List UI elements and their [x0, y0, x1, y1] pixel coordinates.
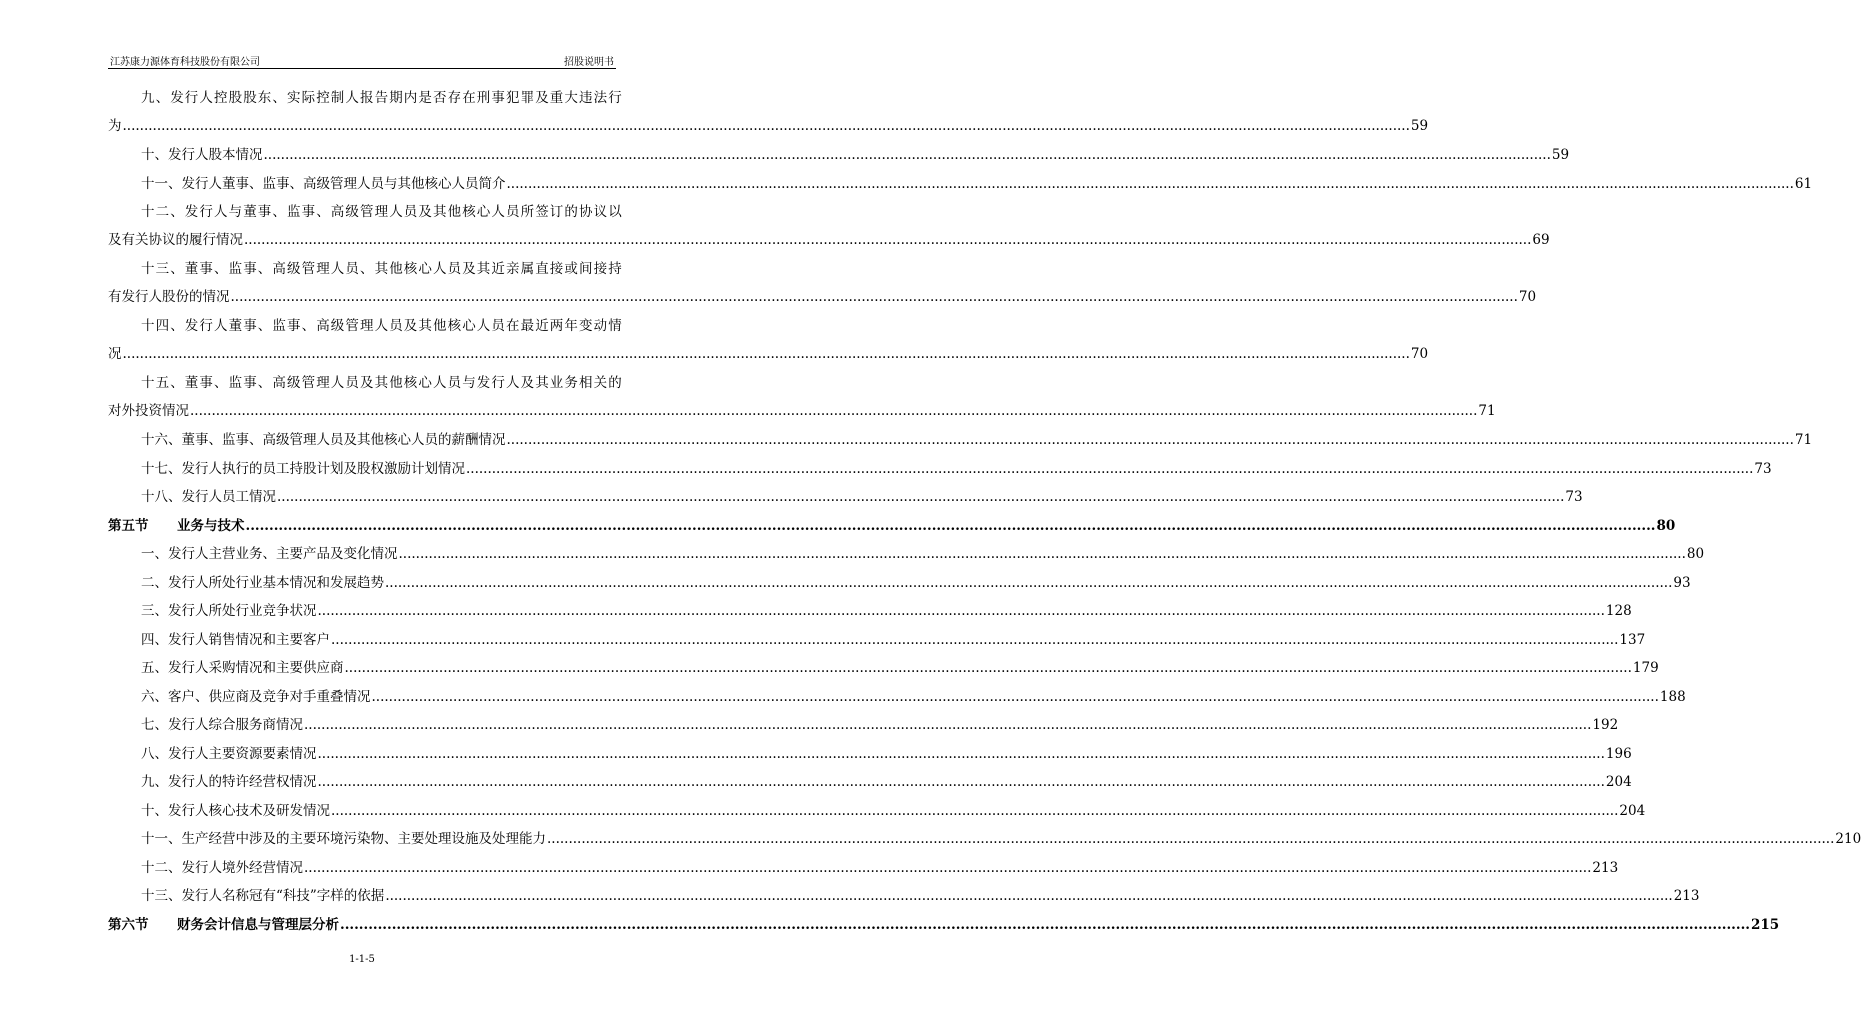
toc-page-number: 71 — [1478, 403, 1496, 419]
toc-entry-5-11[interactable]: 十一、生产经营中涉及的主要环境污染物、主要处理设施及处理能力 ............................................................................................................................................................................................................................................................................................................ 210 — [141, 831, 1861, 847]
toc-page-number: 213 — [1673, 888, 1700, 904]
toc-entry-5-9[interactable]: 九、发行人的特许经营权情况 ............................................................................................................................................................................................................................................................................................................ 204 — [141, 774, 1632, 790]
toc-entry-2-13[interactable]: 十三、董事、监事、高级管理人员、其他核心人员及其近亲属直接或间接持 有发行人股份的情况 ............................................................................................................................................................................................................................................................................................................ 70 — [108, 261, 1537, 305]
toc-page-number: 192 — [1592, 717, 1619, 733]
toc-entry-2-14[interactable]: 十四、发行人董事、监事、高级管理人员及其他核心人员在最近两年变动情 况 ............................................................................................................................................................................................................................................................................................................ 70 — [108, 318, 1429, 362]
toc-entry-5-1[interactable]: 一、发行人主营业务、主要产品及变化情况 ............................................................................................................................................................................................................................................................................................................ 80 — [141, 546, 1705, 562]
toc-page-number: 80 — [1656, 517, 1676, 534]
toc-page-number: 204 — [1605, 774, 1632, 790]
toc-entry-2-9[interactable]: 九、发行人控股股东、实际控制人报告期内是否存在刑事犯罪及重大违法行 为 ............................................................................................................................................................................................................................................................................................................ 59 — [108, 90, 1429, 134]
toc-entry-5-3[interactable]: 三、发行人所处行业竞争状况 ............................................................................................................................................................................................................................................................................................................ 128 — [141, 603, 1632, 619]
toc-section-6[interactable]: 第六节 财务会计信息与管理层分析 ............................................................................................................................................................................................................................................................................................................ 215 — [108, 907, 616, 936]
toc-page-number: 73 — [1565, 489, 1583, 505]
toc-entry-5-4[interactable]: 四、发行人销售情况和主要客户 ............................................................................................................................................................................................................................................................................................................ 137 — [141, 631, 1646, 648]
toc-entry-5-7[interactable]: 七、发行人综合服务商情况 ............................................................................................................................................................................................................................................................................................................ 192 — [141, 717, 1619, 733]
toc-page-number: 70 — [1410, 346, 1429, 362]
toc-entry-2-12[interactable]: 十二、发行人与董事、监事、高级管理人员及其他核心人员所签订的协议以 及有关协议的履行情况 ............................................................................................................................................................................................................................................................................................................ 69 — [108, 204, 1550, 248]
section-number: 第六节 — [108, 916, 149, 933]
toc-page-number: 80 — [1686, 546, 1705, 562]
toc-section-5[interactable]: 第五节 业务与技术 ............................................................................................................................................................................................................................................................................................................ 80 — [108, 508, 616, 537]
toc-entry-5-10[interactable]: 十、发行人核心技术及研发情况 ............................................................................................................................................................................................................................................................................................................ 204 — [141, 802, 1646, 819]
table-of-contents — [108, 80, 1861, 935]
toc-page-number: 188 — [1659, 688, 1686, 705]
toc-page-number: 137 — [1619, 631, 1646, 648]
toc-page-number: 69 — [1532, 232, 1550, 248]
page-header — [108, 51, 616, 68]
toc-entry-2-16[interactable]: 十六、董事、监事、高级管理人员及其他核心人员的薪酬情况 ............................................................................................................................................................................................................................................................................................................ 71 — [141, 432, 1813, 448]
toc-page-number: 70 — [1518, 289, 1537, 305]
toc-page-number: 215 — [1751, 916, 1780, 933]
toc-entry-5-6[interactable]: 六、客户、供应商及竞争对手重叠情况 ............................................................................................................................................................................................................................................................................................................ 188 — [141, 688, 1686, 705]
toc-page-number: 179 — [1632, 660, 1659, 676]
toc-entry-5-5[interactable]: 五、发行人采购情况和主要供应商 ............................................................................................................................................................................................................................................................................................................ 179 — [141, 660, 1659, 676]
toc-page-number: 128 — [1605, 603, 1632, 619]
toc-page-number: 59 — [1410, 118, 1429, 134]
page-number-footer: 1-1-5 — [349, 954, 375, 965]
section-number: 第五节 — [108, 517, 149, 534]
toc-page-number: 73 — [1754, 460, 1772, 477]
toc-entry-5-8[interactable]: 八、发行人主要资源要素情况 ............................................................................................................................................................................................................................................................................................................ 196 — [141, 745, 1632, 762]
toc-page-number: 213 — [1592, 859, 1619, 876]
header-rule — [108, 68, 616, 69]
toc-page-number: 93 — [1673, 574, 1691, 591]
toc-page-number: 59 — [1551, 147, 1570, 163]
header-doc-title: 招股说明书 — [564, 57, 614, 68]
toc-entry-2-18[interactable]: 十八、发行人员工情况 ............................................................................................................................................................................................................................................................................................................ 73 — [141, 489, 1583, 505]
toc-entry-2-10[interactable]: 十、发行人股本情况 ............................................................................................................................................................................................................................................................................................................ 59 — [141, 147, 1570, 163]
toc-page-number: 204 — [1619, 802, 1646, 819]
toc-page-number: 196 — [1605, 745, 1632, 762]
toc-page-number: 61 — [1794, 175, 1813, 192]
header-company-name: 江苏康力源体育科技股份有限公司 — [110, 57, 260, 68]
toc-entry-5-13[interactable]: 十三、发行人名称冠有“科技”字样的依据 ............................................................................................................................................................................................................................................................................................................ 213 — [141, 888, 1700, 904]
toc-entry-5-12[interactable]: 十二、发行人境外经营情况 ............................................................................................................................................................................................................................................................................................................ 213 — [141, 859, 1619, 876]
toc-entry-2-15[interactable]: 十五、董事、监事、高级管理人员及其他核心人员与发行人及其业务相关的 对外投资情况 ............................................................................................................................................................................................................................................................................................................ 71 — [108, 375, 1496, 419]
section-title: 财务会计信息与管理层分析 — [177, 916, 339, 933]
toc-entry-5-2[interactable]: 二、发行人所处行业基本情况和发展趋势 ............................................................................................................................................................................................................................................................................................................ 93 — [141, 574, 1691, 591]
toc-entry-2-11[interactable]: 十一、发行人董事、监事、高级管理人员与其他核心人员简介 ............................................................................................................................................................................................................................................................................................................ 61 — [141, 175, 1813, 192]
toc-page-number: 210 — [1835, 831, 1861, 847]
section-title: 业务与技术 — [177, 517, 245, 534]
toc-entry-2-17[interactable]: 十七、发行人执行的员工持股计划及股权激励计划情况 ............................................................................................................................................................................................................................................................................................................ 73 — [141, 460, 1772, 477]
toc-page-number: 71 — [1794, 432, 1813, 448]
